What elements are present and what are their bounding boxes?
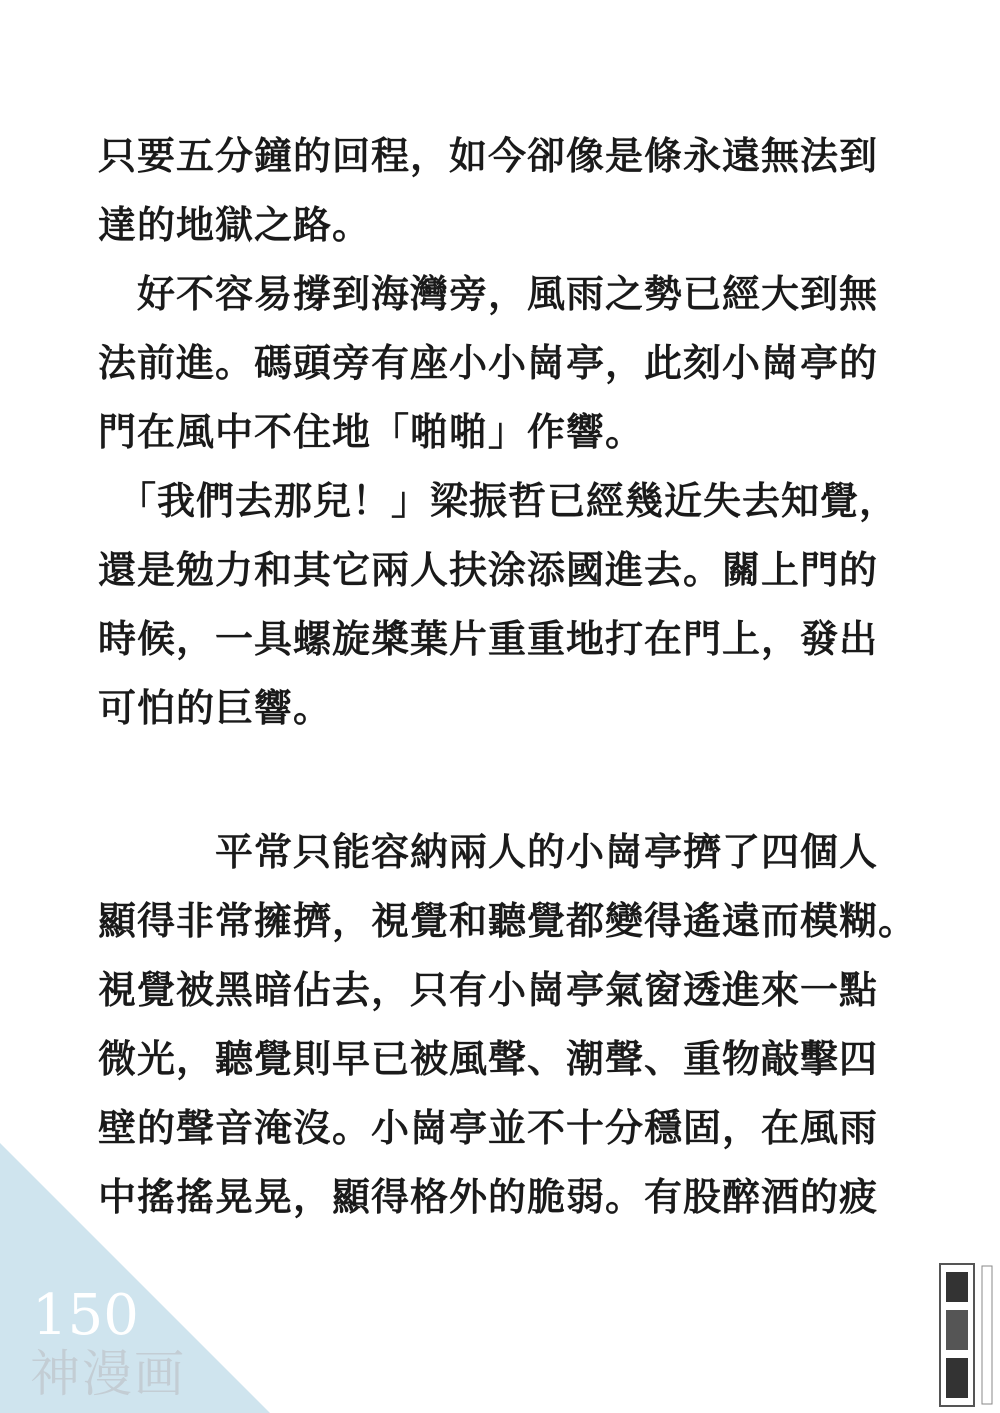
text-line: 時候，一具螺旋槳葉片重重地打在門上，發出 bbox=[98, 617, 879, 661]
text-line: 視覺被黑暗佔去，只有小崗亭氣窗透進來一點 bbox=[98, 968, 879, 1012]
text-line: 達的地獄之路。 bbox=[98, 203, 372, 247]
text-block-top bbox=[98, 122, 918, 743]
text-line: 法前進。碼頭旁有座小小崗亭，此刻小崗亭的 bbox=[98, 341, 879, 385]
text-line: 壁的聲音淹沒。小崗亭並不十分穩固，在風雨 bbox=[98, 1106, 879, 1150]
text-line: 中搖搖晃晃，顯得格外的脆弱。有股醉酒的疲 bbox=[98, 1175, 879, 1219]
site-logo-icon bbox=[938, 1262, 998, 1408]
page-number: 150 bbox=[32, 1283, 139, 1348]
text-line: 只要五分鐘的回程，如今卻像是條永遠無法到 bbox=[98, 134, 879, 178]
text-line: 門在風中不住地「啪啪」作響。 bbox=[98, 410, 645, 454]
watermark-text: 神漫画 bbox=[30, 1345, 186, 1403]
text-line: 「我們去那兒！」梁振哲已經幾近失去知覺， bbox=[98, 479, 899, 523]
text-line: 還是勉力和其它兩人扶涂添國進去。關上門的 bbox=[98, 548, 879, 592]
text-line: 平常只能容納兩人的小崗亭擠了四個人 bbox=[98, 830, 879, 874]
text-line: 微光，聽覺則早已被風聲、潮聲、重物敲擊四 bbox=[98, 1037, 879, 1081]
text-line: 好不容易撐到海灣旁，風雨之勢已經大到無 bbox=[98, 272, 879, 316]
text-line: 可怕的巨響。 bbox=[98, 686, 333, 730]
text-line: 顯得非常擁擠，視覺和聽覺都變得遙遠而模糊。 bbox=[98, 899, 918, 943]
